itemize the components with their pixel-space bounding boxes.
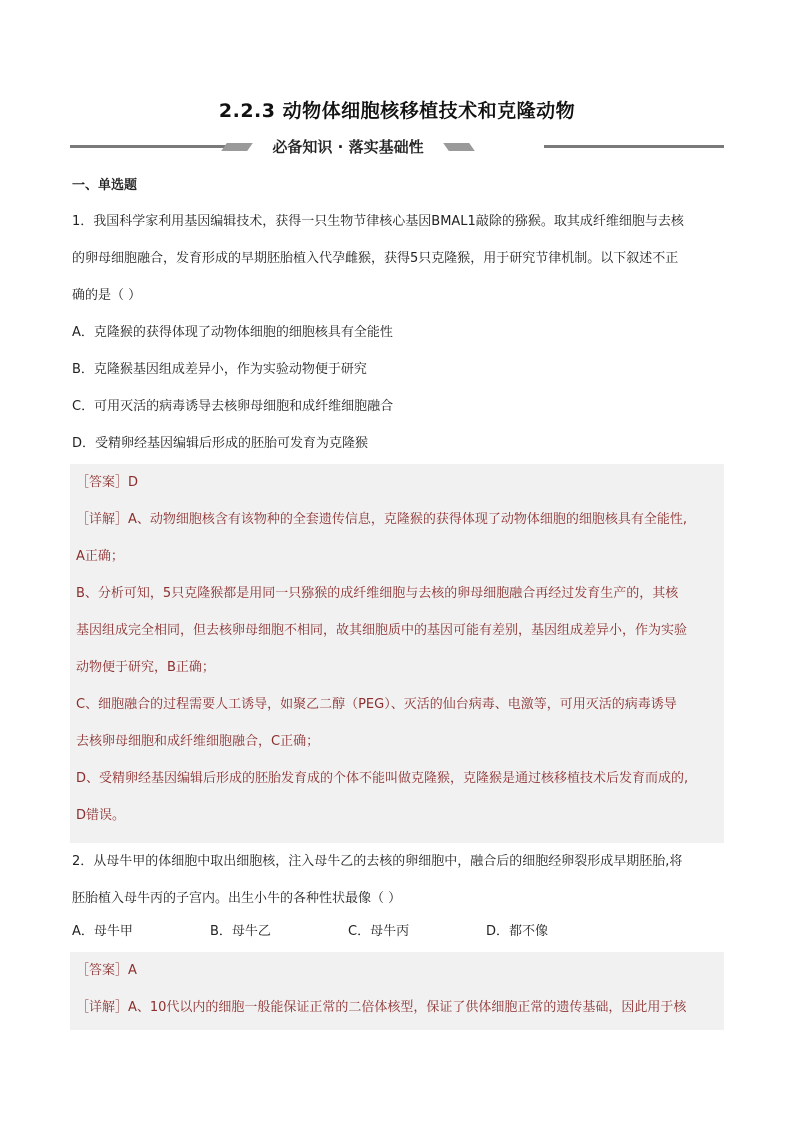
option-c: C．母牛丙 xyxy=(348,924,410,939)
question-2-options xyxy=(72,918,548,946)
question-1-options xyxy=(72,314,722,462)
analysis-line: 去核卵母细胞和成纤维细胞融合，C正确； xyxy=(76,734,320,749)
banner-tab xyxy=(228,134,468,160)
page-title: 2.2.3 动物体细胞核移植技术和克隆动物 xyxy=(218,100,576,122)
option-b: B．克隆猴基因组成差异小，作为实验动物便于研究 xyxy=(72,362,367,377)
question-1-stem xyxy=(72,203,722,314)
analysis-line: ［详解］A、10代以内的细胞一般能保证正常的二倍体核型，保证了供体细胞正常的遗传基础，因此用于核 xyxy=(76,1000,687,1015)
option-d: D．都不像 xyxy=(486,924,549,939)
analysis-line: 基因组成完全相同，但去核卵母细胞不相同，故其细胞质中的基因可能有差别，基因组成差异小，作为实验 xyxy=(76,623,688,638)
analysis-line: 动物便于研究，B正确； xyxy=(76,660,215,675)
question-line: 确的是（ ） xyxy=(72,288,142,303)
question-line: 2．从母牛甲的体细胞中取出细胞核，注入母牛乙的去核的卵细胞中，融合后的细胞经卵裂形成早期胚胎,将 xyxy=(72,854,683,869)
option-b: B．母牛乙 xyxy=(210,924,271,939)
question-2-stem xyxy=(72,843,722,917)
analysis-line: D错误。 xyxy=(76,808,126,823)
question-2-answer-box xyxy=(70,952,724,1030)
option-a: A．母牛甲 xyxy=(72,924,133,939)
analysis-line: A正确； xyxy=(76,549,124,564)
analysis-line: B、分析可知，5只克隆猴都是用同一只猕猴的成纤维细胞与去核的卵母细胞融合再经过发育生产的，其核 xyxy=(76,586,679,601)
option-a: A．克隆猴的获得体现了动物体细胞的细胞核具有全能性 xyxy=(72,325,393,340)
analysis-line: ［详解］A、动物细胞核含有该物种的全套遗传信息，克隆猴的获得体现了动物体细胞的细胞核具有全能性, xyxy=(76,512,688,527)
section-heading: 一、单选题 xyxy=(72,178,138,193)
answer-label: ［答案］D xyxy=(76,475,139,490)
option-c: C．可用灭活的病毒诱导去核卵母细胞和成纤维细胞融合 xyxy=(72,399,394,414)
option-d: D．受精卵经基因编辑后形成的胚胎可发育为克隆猴 xyxy=(72,436,369,451)
analysis-line: D、受精卵经基因编辑后形成的胚胎发育成的个体不能叫做克隆猴，克隆猴是通过核移植技术后发育而成的, xyxy=(76,771,689,786)
banner-text: 必备知识 · 落实基础性 xyxy=(272,138,424,156)
question-1-answer-box xyxy=(70,464,724,843)
question-line: 的卵母细胞融合，发育形成的早期胚胎植入代孕雌猴，获得5只克隆猴，用于研究节律机制。以下叙述不正 xyxy=(72,251,679,266)
question-line: 1．我国科学家利用基因编辑技术，获得一只生物节律核心基因BMAL1敲除的猕猴。取其成纤维细胞与去核 xyxy=(72,214,684,229)
section-banner xyxy=(70,134,724,160)
answer-label: ［答案］A xyxy=(76,963,137,978)
question-line: 胚胎植入母牛丙的子宫内。出生小牛的各种性状最像（ ） xyxy=(72,891,402,906)
analysis-line: C、细胞融合的过程需要人工诱导，如聚乙二醇（PEG）、灭活的仙台病毒、电激等，可用灭活的病毒诱导 xyxy=(76,697,677,712)
banner-line-right xyxy=(544,145,724,148)
